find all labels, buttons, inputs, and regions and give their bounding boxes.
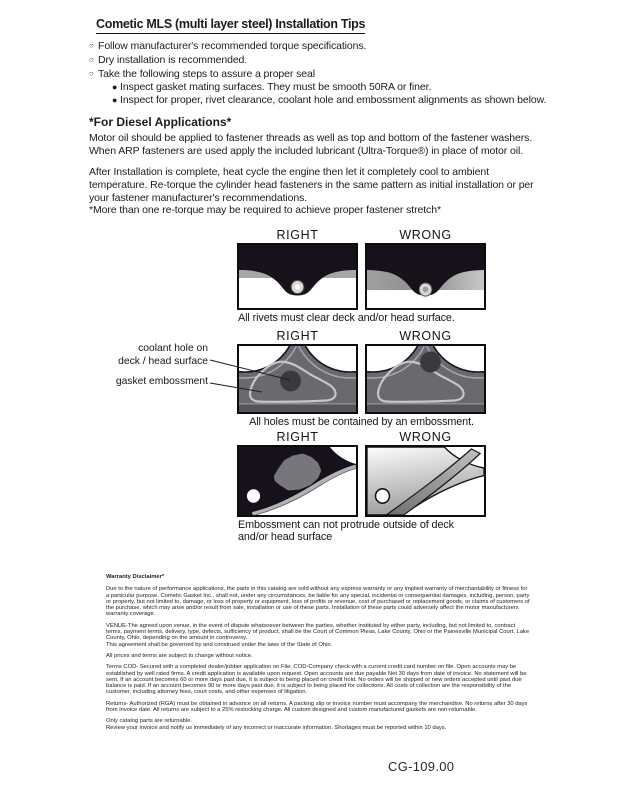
hole-embossment-wrong-image: [367, 346, 484, 412]
disclaimer-line: Only catalog parts are returnable.: [106, 718, 193, 725]
diagram-caption-protrusion: Embossment can not protrude outside of deck and/or head surface: [238, 519, 454, 543]
disclaimer-paragraph: Returns- Authorized (RGA) must be obtained in advance on all returns. A packing slip or invoice number must accompany the merchandise. No returns after 30 days from invoice date. All returns are subject to a 25% restocking charge. All custom designed and custom manufactured gaskets are non-returnable.: [106, 700, 528, 714]
open-circle-bullet-icon: ○: [89, 41, 94, 50]
list-item-text: Dry installation is recommended.: [98, 54, 248, 66]
diagram-row-hole-embossment: [237, 329, 486, 414]
dot-bullet-icon: ●: [112, 94, 118, 105]
right-label: RIGHT: [276, 228, 319, 242]
diagram-right-column: [237, 228, 358, 310]
sub-list-item: [112, 81, 546, 94]
diagram-right-column: [237, 329, 358, 414]
disclaimer-paragraph: [106, 623, 530, 648]
diagram-wrong-column: [365, 329, 486, 414]
disclaimer-line: Review your invoice and notify us immediately of any incorrect or inaccurate information. Shortages must be reported within 10 days.: [106, 724, 447, 731]
diagram-wrong-column: [365, 430, 486, 517]
diagram-caption-rivets: All rivets must clear deck and/or head surface.: [238, 312, 455, 324]
callout-coolant-hole: [0, 343, 208, 368]
diagram-wrong-column: [365, 228, 486, 310]
open-circle-bullet-icon: ○: [89, 69, 94, 78]
list-item: [89, 39, 546, 53]
right-label: RIGHT: [276, 430, 319, 444]
embossment-wrong-diagram: [365, 344, 486, 414]
diesel-applications-heading: *For Diesel Applications*: [89, 115, 232, 129]
list-item-text: Take the following steps to assure a proper seal: [98, 68, 315, 80]
page-code: CG-109.00: [388, 759, 455, 774]
disclaimer-paragraph: [106, 718, 530, 731]
protrusion-wrong-image: [367, 447, 484, 515]
disclaimer-paragraph: Terms COD- Secured with a completed dealer/jobber application on File, COD-Company check with a current credit card number on file. Open accounts may be established by well rated firms. A credit application is available upon request. Open accounts are due payable Net 30 days from date of invoice. No statement will be sent. If an account becomes 60 or more days past due, it is subject to being placed on credit hold. No orders will be shipped or new orders accepted until past due balance is paid. If an account becomes 90 or more days past due, it is subject to being placed for collections. All costs of collection are the responsibility of the customer, including attorney fees, court costs, and other expenses of litigation.: [106, 664, 527, 696]
list-item-text: Inspect gasket mating surfaces. They must be smooth 50RA or finer.: [120, 81, 432, 93]
rivet-right-diagram: [237, 243, 358, 310]
embossment-right-diagram: [237, 344, 358, 414]
callout-line: coolant hole on: [138, 343, 208, 354]
dot-bullet-icon: ●: [112, 82, 118, 92]
diagram-caption-holes: All holes must be contained by an embossment.: [249, 416, 474, 428]
protrusion-wrong-diagram: [365, 445, 486, 517]
diesel-paragraph-2: After Installation is complete, heat cycle the engine then let it completely cool to ambient temperature. Re-torque the cylinder head fasteners in the same pattern as initial installation or per your fastener manufacturer's recommendations.: [89, 166, 534, 204]
callout-gasket-embossment: gasket embossment: [115, 376, 208, 387]
wrong-label: WRONG: [399, 329, 452, 343]
list-item: [89, 67, 546, 81]
protrusion-right-image: [239, 447, 356, 515]
page-title: Cometic MLS (multi layer steel) Installation Tips: [96, 17, 365, 34]
wrong-label: WRONG: [399, 228, 452, 242]
diagram-row-embossment-protrusion: [237, 430, 486, 517]
list-item: [89, 53, 546, 67]
warranty-disclaimer: [106, 574, 530, 736]
right-label: RIGHT: [276, 329, 319, 343]
diesel-paragraph-1: [89, 132, 541, 158]
paragraph-line: When ARP fasteners are used apply the included lubricant (Ultra-Torque®) in place of motor oil.: [89, 145, 524, 157]
diagram-right-column: [237, 430, 358, 517]
protrusion-right-diagram: [237, 445, 358, 517]
disclaimer-paragraph: Due to the nature of performance applications, the parts in this catalog are sold without any express warranty or any implied warranty of merchantability or fitness for a particular purpose. Cometic Gasket Inc., shall not, under any circumstances, be liable for any special, incidental or consequential damages, including, person, party or property, but not limited to, damage, or loss of property or equipment, loss of profits or revenue, cost of purchased or replacement goods, or claims of customers of the purchase, which may arise and/or result from sale, installation or use of these parts. Installation of these parts could adversely affect the motor manufacturers warranty coverage.: [106, 586, 530, 618]
diagram-row-rivet-clearance: [237, 228, 486, 310]
wrong-label: WRONG: [399, 430, 452, 444]
disclaimer-line: VENUE-The agreed upon venue, in the event of dispute whatsoever between the parties, whether instituted by either party, including, but not limited to, contract terms, payment terms, delivery, type, defects, sufficiency of product, shall be the Court of Common Pleas, Lake County, Ohio or the Painesville Municipal Court, Lake County, Ohio, depending on the amount in controversy.: [106, 622, 530, 642]
disclaimer-line: This agreement shall be governed by and construed under the laws of the State of Ohio.: [106, 641, 333, 648]
retorque-note: *More than one re-torque may be required to achieve proper fastener stretch*: [89, 204, 441, 216]
list-item-text: Inspect for proper, rivet clearance, coolant hole and embossment alignments as shown below.: [120, 93, 547, 106]
rivet-wrong-diagram: [365, 243, 486, 310]
hole-embossment-right-image: [239, 346, 356, 412]
installation-tips-list: [89, 39, 546, 106]
paragraph-line: Motor oil should be applied to fastener threads as well as top and bottom of the fastener washers.: [89, 132, 533, 144]
open-circle-bullet-icon: ○: [89, 55, 94, 64]
rivet-clearance-wrong-image: [367, 245, 484, 308]
disclaimer-paragraph: All prices and terms are subject to change without notice.: [106, 652, 253, 659]
rivet-clearance-right-image: [239, 245, 356, 308]
sub-list-item: [112, 94, 546, 107]
callout-line: deck / head surface: [118, 355, 208, 367]
list-item-text: Follow manufacturer's recommended torque specifications.: [98, 40, 367, 52]
disclaimer-heading: Warranty Disclaimer*: [106, 574, 165, 580]
